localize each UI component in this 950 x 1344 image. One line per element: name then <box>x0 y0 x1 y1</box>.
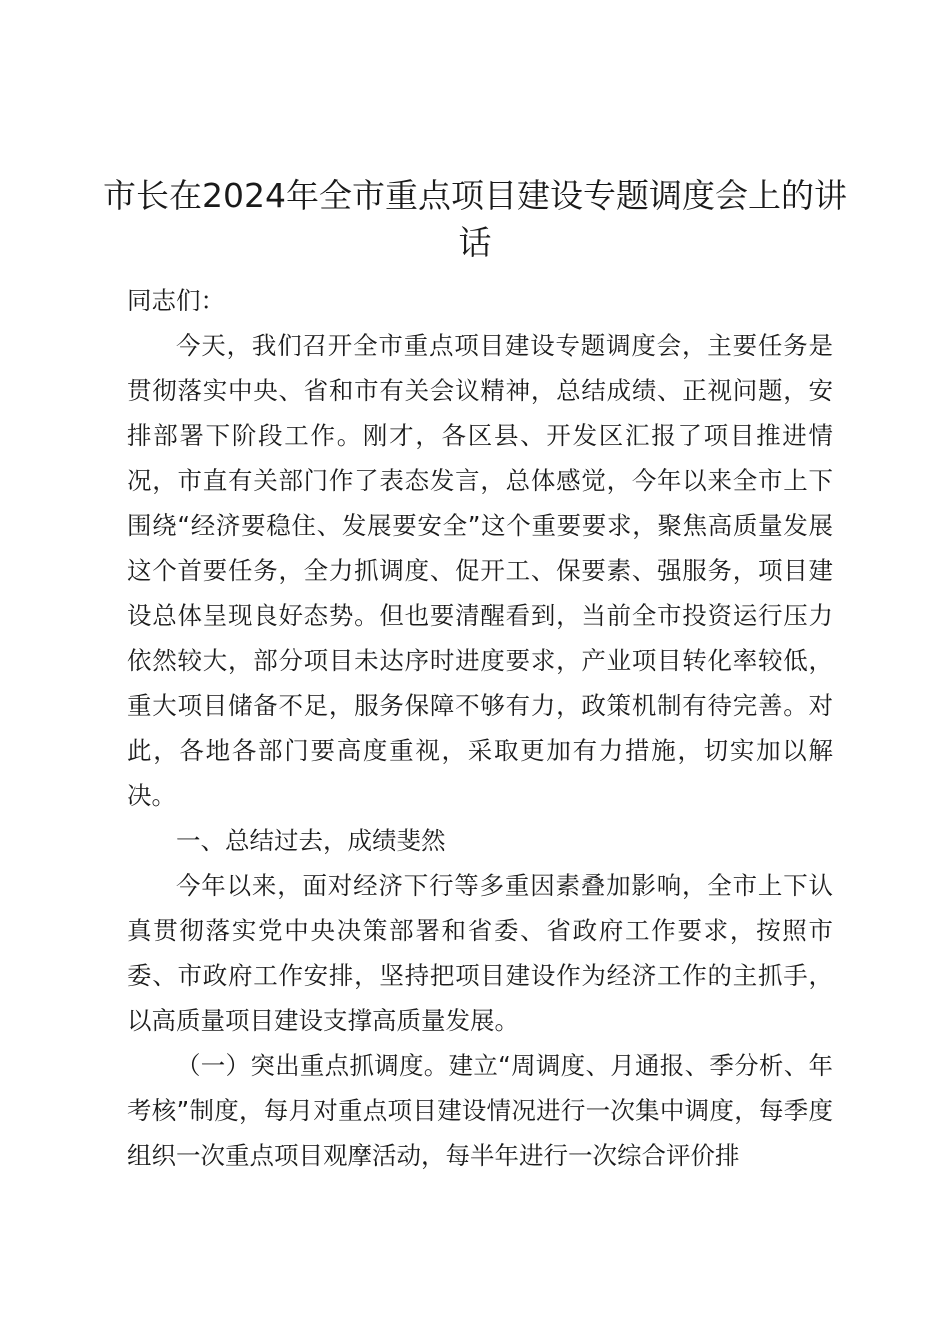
paragraph-subsection-1: （一）突出重点抓调度。建立“周调度、月通报、季分析、年考核”制度，每月对重点项目建设情况进行一次集中调度，每季度组织一次重点项目观摩活动，每半年进行一次综合评价排 <box>127 1051 833 1170</box>
section-heading: 一、总结过去，成绩斐然 <box>176 826 446 855</box>
paragraph-summary: 今年以来，面对经济下行等多重因素叠加影响，全市上下认真贯彻落实党中央决策部署和省委、省政府工作要求，按照市委、市政府工作安排，坚持把项目建设作为经济工作的主抓手，以高质量项目建设支撑高质量发展。 <box>127 871 833 1035</box>
document-body <box>127 278 833 1178</box>
salutation: 同志们： <box>127 286 225 315</box>
paragraph-intro: 今天，我们召开全市重点项目建设专题调度会，主要任务是贯彻落实中央、省和市有关会议精神，总结成绩、正视问题，安排部署下阶段工作。刚才，各区县、开发区汇报了项目推进情况，市直有关部门作了表态发言，总体感觉，今年以来全市上下围绕“经济要稳住、发展要安全”这个重要要求，聚焦高质量发展这个首要任务，全力抓调度、促开工、保要素、强服务，项目建设总体呈现良好态势。但也要清醒看到，当前全市投资运行压力依然较大，部分项目未达序时进度要求，产业项目转化率较低，重大项目储备不足，服务保障不够有力，政策机制有待完善。对此，各地各部门要高度重视，采取更加有力措施，切实加以解决。 <box>127 331 833 810</box>
document-title: 市长在2024年全市重点项目建设专题调度会上的讲话 <box>103 176 847 262</box>
